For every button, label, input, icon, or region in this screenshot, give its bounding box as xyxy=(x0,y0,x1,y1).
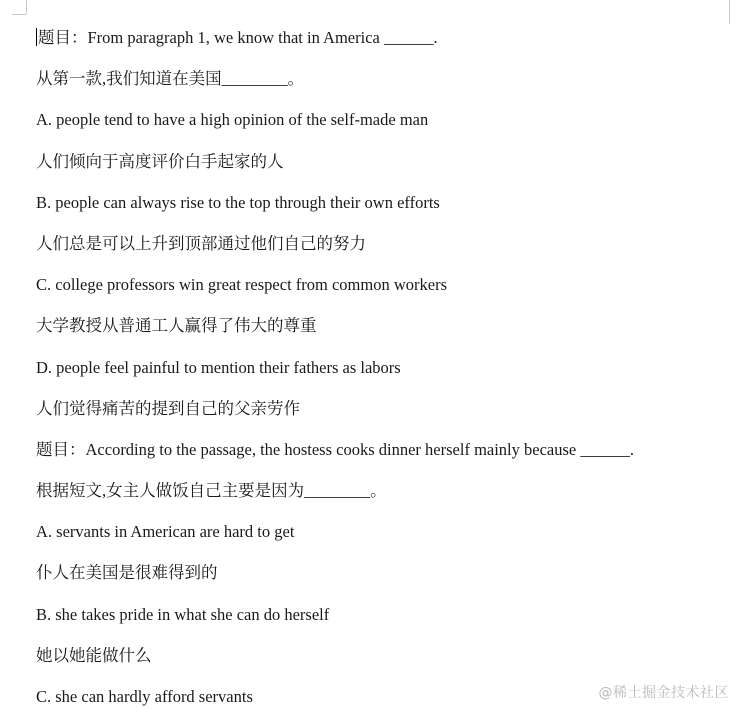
line-text: C. college professors win great respect from common workers xyxy=(36,275,448,295)
text-cursor xyxy=(36,28,37,46)
question-2-option-b-translation[interactable] xyxy=(36,642,737,683)
question-2-option-a-translation[interactable] xyxy=(36,559,737,600)
line-text: C. she can hardly afford servants xyxy=(36,687,253,706)
watermark: @稀土掘金技术社区 xyxy=(598,685,729,701)
question-1-option-b[interactable] xyxy=(36,189,737,230)
document-body[interactable] xyxy=(36,24,737,720)
line-text: 题目：From paragraph 1, we know that in America ______. xyxy=(38,28,438,47)
line-text: 从第一款,我们知道在美国________。 xyxy=(36,69,305,89)
question-1-option-a-translation[interactable] xyxy=(36,148,737,189)
line-text: 仆人在美国是很难得到的 xyxy=(36,563,218,583)
question-1-prompt[interactable] xyxy=(36,24,737,65)
question-2-option-a[interactable] xyxy=(36,518,737,559)
line-text: 她以她能做什么 xyxy=(36,645,152,665)
line-text: A. servants in American are hard to get xyxy=(36,522,295,542)
question-2-prompt-translation[interactable] xyxy=(36,477,737,518)
question-1-option-c-translation[interactable] xyxy=(36,312,737,353)
question-2-option-b[interactable] xyxy=(36,601,737,642)
line-text: 题目：According to the passage, the hostess cooks dinner herself mainly because ______. xyxy=(36,439,634,459)
line-text: D. people feel painful to mention their fathers as labors xyxy=(36,357,401,377)
question-1-option-a[interactable] xyxy=(36,106,737,147)
margin-corner-mark xyxy=(26,0,27,14)
line-text: 人们倾向于高度评价白手起家的人 xyxy=(36,151,284,171)
question-1-prompt-translation[interactable] xyxy=(36,65,737,106)
margin-corner-mark xyxy=(12,14,26,15)
question-1-option-d[interactable] xyxy=(36,354,737,395)
line-text: B. people can always rise to the top through their own efforts xyxy=(36,192,440,212)
line-text: 根据短文,女主人做饭自己主要是因为________。 xyxy=(36,481,387,501)
line-text: 人们总是可以上升到顶部通过他们自己的努力 xyxy=(36,233,366,253)
question-2-prompt[interactable] xyxy=(36,436,737,477)
line-text: 大学教授从普通工人赢得了伟大的尊重 xyxy=(36,316,317,336)
question-1-option-c[interactable] xyxy=(36,271,737,312)
question-1-option-b-translation[interactable] xyxy=(36,230,737,271)
line-text: B. she takes pride in what she can do herself xyxy=(36,604,330,624)
margin-corner-mark xyxy=(729,0,730,24)
question-1-option-d-translation[interactable] xyxy=(36,395,737,436)
line-text: 人们觉得痛苦的提到自己的父亲劳作 xyxy=(36,398,300,418)
line-text: A. people tend to have a high opinion of the self-made man xyxy=(36,110,429,130)
